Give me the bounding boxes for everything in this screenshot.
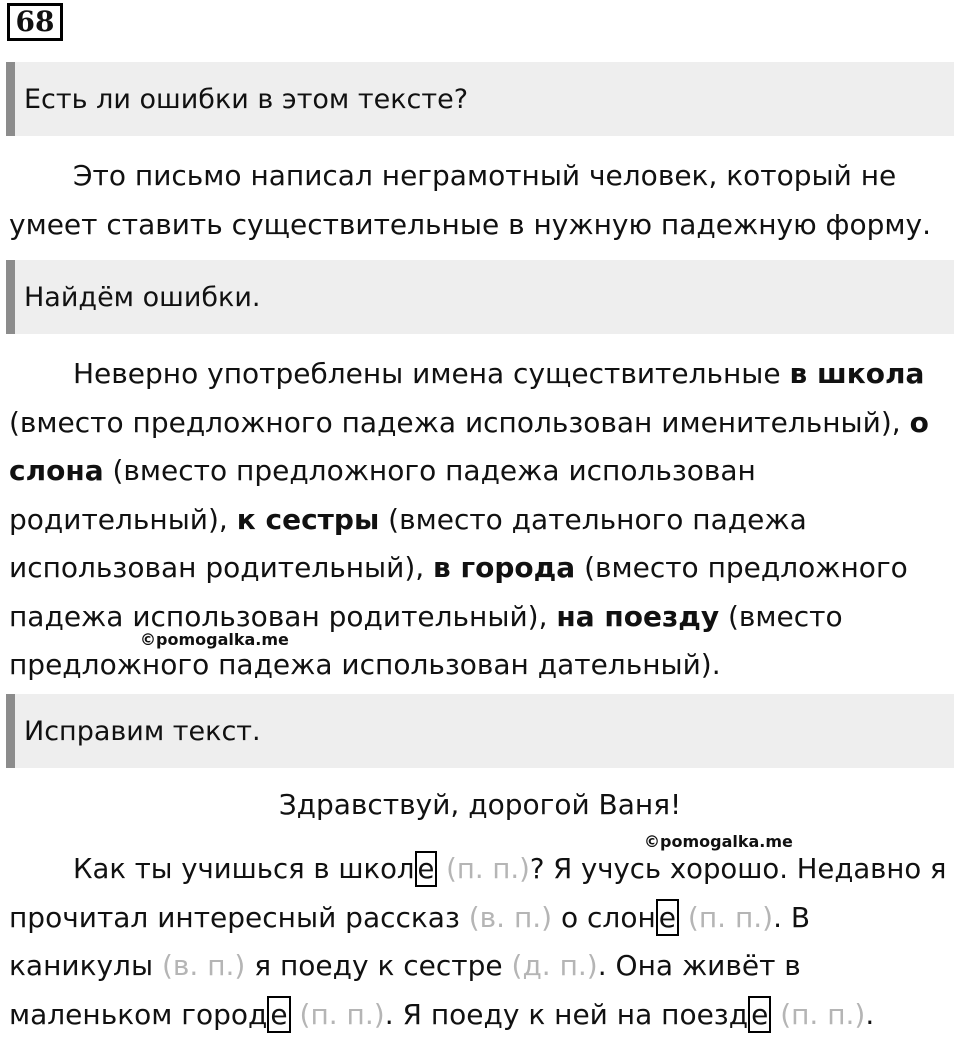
answer-1-line-1: Это письмо написал неграмотный человек, который не bbox=[9, 152, 949, 201]
watermark-2: ©pomogalka.me bbox=[644, 832, 793, 851]
answer-2-line-3: слона (вместо предложного падежа использован bbox=[9, 447, 949, 496]
question-3: Исправим текст. bbox=[24, 716, 261, 747]
letter-line-2: прочитал интересный рассказ (в. п.) о слон е (п. п.). В bbox=[9, 894, 949, 943]
letter-line-1: Как ты учишься в школ е (п. п.)? Я учусь хорошо. Недавно я bbox=[9, 845, 949, 894]
ending-box: е bbox=[656, 899, 679, 936]
ending-box: е bbox=[748, 996, 771, 1033]
answer-1-line-2: умеет ставить существительные в нужную падежную форму. bbox=[9, 201, 949, 250]
answer-2-line-5: использован родительный), в города (вместо предложного bbox=[9, 544, 949, 593]
question-1: Есть ли ошибки в этом тексте? bbox=[24, 84, 468, 115]
question-band-1 bbox=[6, 62, 954, 136]
question-band-2 bbox=[6, 260, 954, 334]
question-2: Найдём ошибки. bbox=[24, 282, 261, 313]
task-number: 68 bbox=[7, 3, 63, 41]
ending-box: е bbox=[415, 851, 438, 887]
letter-greeting: Здравствуй, дорогой Ваня! bbox=[0, 788, 960, 821]
letter-line-4: маленьком город е (п. п.). Я поеду к ней на поезд е (п. п.). bbox=[9, 991, 949, 1039]
answer-2-line-1: Неверно употреблены имена существительные в школа bbox=[9, 350, 949, 399]
answer-2-line-4: родительный), к сестры (вместо дательного падежа bbox=[9, 496, 949, 545]
answer-1 bbox=[9, 152, 949, 249]
answer-2-line-6: падежа использован родительный), на поезду (вместо bbox=[9, 593, 949, 642]
question-band-3 bbox=[6, 694, 954, 768]
corrected-letter bbox=[9, 845, 949, 1039]
letter-line-3: каникулы (в. п.) я поеду к сестре (д. п.). Она живёт в bbox=[9, 942, 949, 991]
ending-box: е bbox=[267, 996, 290, 1033]
answer-2-line-2: (вместо предложного падежа использован именительный), о bbox=[9, 399, 949, 448]
answer-2-line-7: предложного падежа использован дательный). bbox=[9, 641, 949, 690]
watermark-1: ©pomogalka.me bbox=[140, 630, 289, 649]
